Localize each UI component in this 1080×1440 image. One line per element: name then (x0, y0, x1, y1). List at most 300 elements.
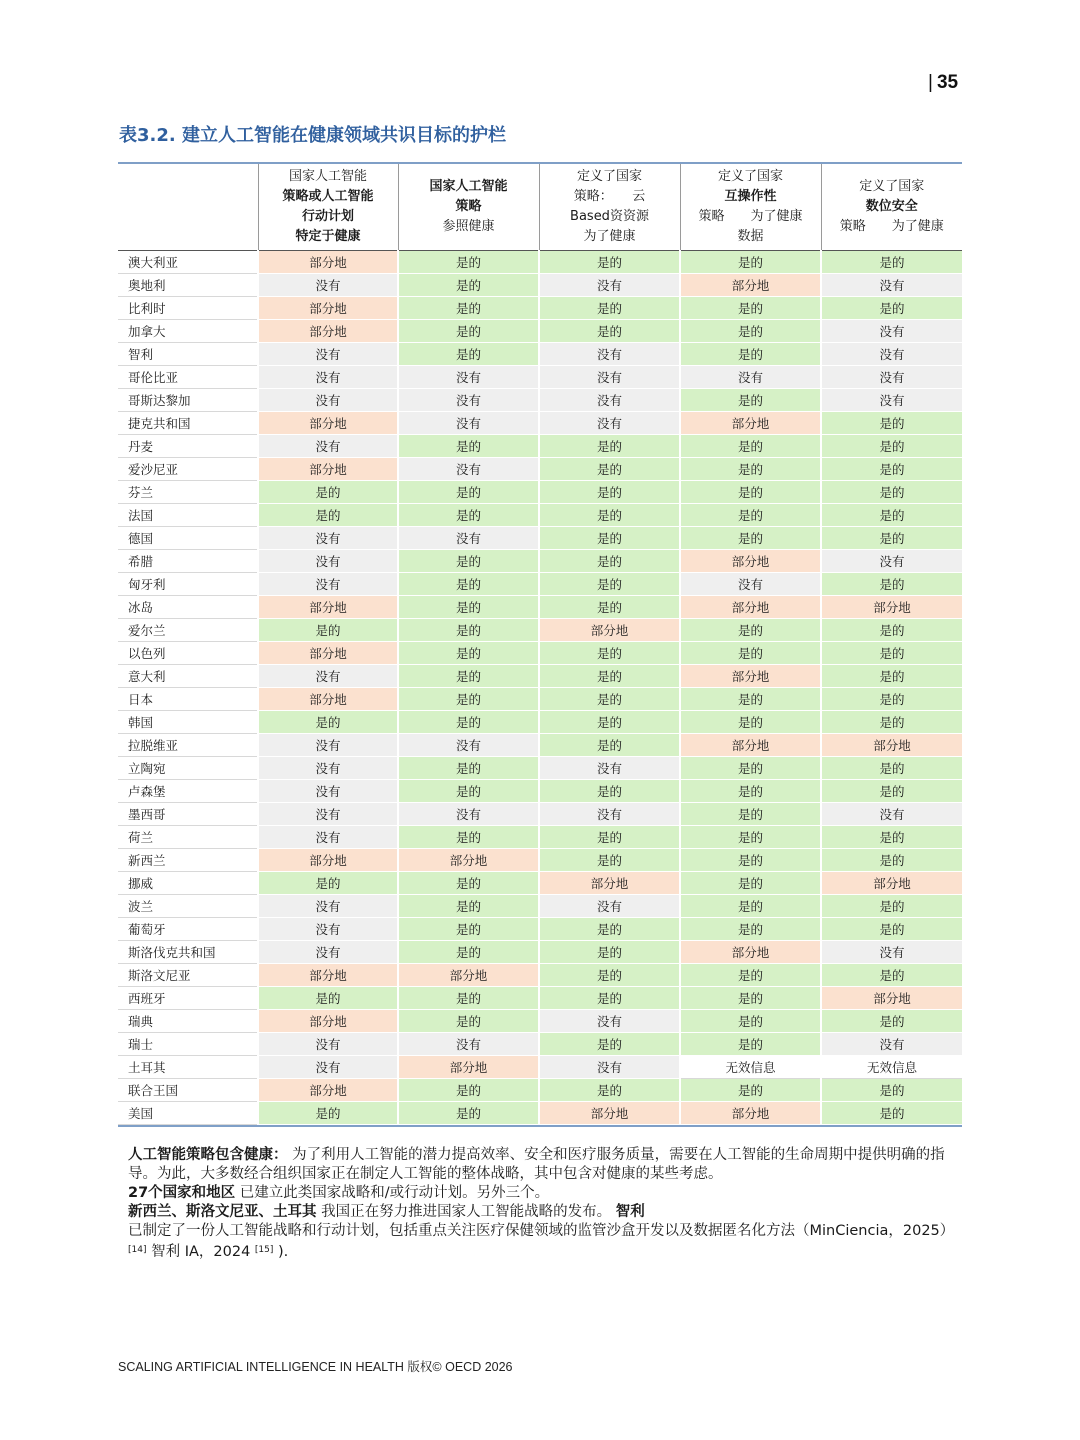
table-row (118, 527, 962, 550)
status-cell: 部分地 (680, 274, 821, 297)
status-cell: 是的 (680, 964, 821, 987)
status-cell: 没有 (821, 1033, 962, 1056)
status-cell: 是的 (680, 1079, 821, 1102)
guardrails-table-wrapper (118, 162, 962, 1127)
page-number-separator: | (928, 72, 933, 93)
table-row (118, 1056, 962, 1079)
note-4-text-a: 已制定了一份人工智能战略和行动计划，包括重点关注医疗保健领域的监管沙盒开发以及数据匿名化方法（MinCiencia，2025） (128, 1223, 955, 1239)
status-cell: 是的 (398, 688, 539, 711)
status-cell: 部分地 (258, 458, 398, 481)
reference-15-link[interactable]: [15] (254, 1245, 274, 1255)
table-row (118, 504, 962, 527)
country-name: 澳大利亚 (118, 251, 258, 274)
column-header-line: 参照健康 (442, 219, 495, 234)
column-header-1 (258, 164, 398, 251)
status-cell: 是的 (680, 849, 821, 872)
status-cell: 没有 (398, 389, 539, 412)
status-cell: 是的 (680, 619, 821, 642)
country-name: 哥斯达黎加 (118, 389, 258, 412)
status-cell: 部分地 (680, 734, 821, 757)
table-row (118, 389, 962, 412)
status-cell: 是的 (680, 481, 821, 504)
column-header-line: 定义了国家 (717, 169, 783, 184)
status-cell: 是的 (680, 711, 821, 734)
column-header-line: 策略或人工智能 (282, 189, 374, 204)
status-cell: 没有 (539, 389, 680, 412)
status-cell: 是的 (398, 918, 539, 941)
country-name: 德国 (118, 527, 258, 550)
column-header-line: 数据 (737, 229, 764, 244)
status-cell: 部分地 (258, 297, 398, 320)
table-row (118, 458, 962, 481)
status-cell: 是的 (398, 941, 539, 964)
status-cell: 没有 (258, 527, 398, 550)
status-cell: 是的 (539, 711, 680, 734)
status-cell: 没有 (821, 343, 962, 366)
status-cell: 是的 (821, 1102, 962, 1125)
status-cell: 没有 (258, 550, 398, 573)
table-row (118, 665, 962, 688)
column-header-line: 策略 为了健康 (698, 209, 803, 224)
status-cell: 是的 (821, 780, 962, 803)
status-cell: 是的 (398, 504, 539, 527)
country-name: 立陶宛 (118, 757, 258, 780)
table-row (118, 849, 962, 872)
country-name: 希腊 (118, 550, 258, 573)
status-cell: 部分地 (258, 412, 398, 435)
country-name: 墨西哥 (118, 803, 258, 826)
status-cell: 是的 (821, 573, 962, 596)
table-row (118, 872, 962, 895)
table-row (118, 688, 962, 711)
status-cell: 没有 (258, 895, 398, 918)
status-cell: 没有 (258, 757, 398, 780)
status-cell: 是的 (821, 964, 962, 987)
status-cell: 部分地 (398, 964, 539, 987)
status-cell: 是的 (821, 895, 962, 918)
status-cell: 没有 (539, 343, 680, 366)
country-name: 奥地利 (118, 274, 258, 297)
status-cell: 没有 (821, 550, 962, 573)
status-cell: 是的 (821, 527, 962, 550)
status-cell: 是的 (398, 642, 539, 665)
table-row (118, 711, 962, 734)
status-cell: 是的 (539, 780, 680, 803)
country-name: 捷克共和国 (118, 412, 258, 435)
status-cell: 没有 (539, 412, 680, 435)
status-cell: 是的 (821, 757, 962, 780)
country-name: 挪威 (118, 872, 258, 895)
country-name: 匈牙利 (118, 573, 258, 596)
status-cell: 是的 (821, 826, 962, 849)
column-header-line: 策略： 云 (573, 189, 646, 204)
table-row (118, 642, 962, 665)
status-cell: 没有 (821, 941, 962, 964)
status-cell: 部分地 (539, 1102, 680, 1125)
status-cell: 是的 (539, 1079, 680, 1102)
status-cell: 没有 (539, 757, 680, 780)
status-cell: 没有 (680, 573, 821, 596)
status-cell: 是的 (680, 458, 821, 481)
status-cell: 是的 (680, 297, 821, 320)
note-3-heading-2: 智利 (615, 1204, 645, 1220)
table-row (118, 941, 962, 964)
status-cell: 是的 (539, 665, 680, 688)
status-cell: 是的 (398, 826, 539, 849)
status-cell: 是的 (539, 1033, 680, 1056)
note-1-heading: 人工智能策略包含健康： (128, 1147, 288, 1163)
column-header-3 (539, 164, 680, 251)
table-notes (128, 1146, 964, 1262)
status-cell: 是的 (539, 941, 680, 964)
status-cell: 是的 (821, 458, 962, 481)
note-4-text-b: 智利 IA，2024 (146, 1244, 255, 1260)
status-cell: 部分地 (258, 320, 398, 343)
status-cell: 部分地 (258, 642, 398, 665)
status-cell: 没有 (258, 780, 398, 803)
column-header-line: 数位安全 (865, 199, 918, 214)
status-cell: 是的 (821, 504, 962, 527)
status-cell: 是的 (258, 619, 398, 642)
table-row (118, 320, 962, 343)
country-name: 意大利 (118, 665, 258, 688)
status-cell: 是的 (398, 665, 539, 688)
status-cell: 是的 (821, 642, 962, 665)
status-cell: 没有 (398, 527, 539, 550)
table-row (118, 274, 962, 297)
status-cell: 是的 (680, 642, 821, 665)
status-cell: 是的 (680, 343, 821, 366)
country-name: 智利 (118, 343, 258, 366)
table-row (118, 1102, 962, 1125)
table-row (118, 987, 962, 1010)
status-cell: 是的 (821, 1010, 962, 1033)
country-name: 新西兰 (118, 849, 258, 872)
status-cell: 没有 (821, 803, 962, 826)
table-row (118, 343, 962, 366)
status-cell: 没有 (539, 895, 680, 918)
status-cell: 部分地 (398, 1056, 539, 1079)
status-cell: 没有 (258, 274, 398, 297)
status-cell: 是的 (680, 435, 821, 458)
status-cell: 是的 (398, 619, 539, 642)
status-cell: 是的 (821, 619, 962, 642)
status-cell: 是的 (539, 458, 680, 481)
status-cell: 是的 (821, 1079, 962, 1102)
column-header-5 (821, 164, 962, 251)
status-cell: 没有 (258, 389, 398, 412)
status-cell: 是的 (680, 757, 821, 780)
status-cell: 没有 (398, 734, 539, 757)
column-header-2 (398, 164, 539, 251)
status-cell: 是的 (539, 573, 680, 596)
status-cell: 是的 (398, 435, 539, 458)
column-header-line: Based资资源 (570, 209, 649, 224)
country-name: 葡萄牙 (118, 918, 258, 941)
status-cell: 是的 (398, 596, 539, 619)
status-cell: 是的 (398, 251, 539, 274)
status-cell: 是的 (821, 297, 962, 320)
status-cell: 是的 (398, 711, 539, 734)
status-cell: 没有 (398, 1033, 539, 1056)
status-cell: 是的 (539, 642, 680, 665)
status-cell: 没有 (398, 803, 539, 826)
guardrails-table (118, 164, 962, 1125)
note-paragraph-3 (128, 1203, 964, 1222)
table-row (118, 780, 962, 803)
country-name: 瑞典 (118, 1010, 258, 1033)
status-cell: 没有 (258, 435, 398, 458)
table-body (118, 251, 962, 1125)
status-cell: 是的 (258, 711, 398, 734)
country-name: 斯洛伐克共和国 (118, 941, 258, 964)
status-cell: 没有 (258, 665, 398, 688)
table-bottom-rule (118, 1125, 962, 1127)
page-number-value: 35 (936, 72, 959, 93)
status-cell: 是的 (398, 274, 539, 297)
status-cell: 是的 (398, 297, 539, 320)
table-row (118, 1079, 962, 1102)
status-cell: 是的 (680, 872, 821, 895)
table-row (118, 297, 962, 320)
status-cell: 没有 (821, 320, 962, 343)
status-cell: 没有 (258, 941, 398, 964)
country-name: 以色列 (118, 642, 258, 665)
note-3-heading: 新西兰、斯洛文尼亚、土耳其 (128, 1204, 317, 1220)
table-row (118, 918, 962, 941)
status-cell: 是的 (680, 389, 821, 412)
status-cell: 是的 (539, 734, 680, 757)
country-name: 土耳其 (118, 1056, 258, 1079)
status-cell: 是的 (680, 1033, 821, 1056)
country-name: 瑞士 (118, 1033, 258, 1056)
table-row (118, 1033, 962, 1056)
page-footer: SCALING ARTIFICIAL INTELLIGENCE IN HEALTH 版权© OECD 2026 (118, 1360, 513, 1374)
status-cell: 部分地 (821, 596, 962, 619)
status-cell: 没有 (258, 366, 398, 389)
status-cell: 是的 (258, 1102, 398, 1125)
country-name: 联合王国 (118, 1079, 258, 1102)
status-cell: 是的 (398, 1102, 539, 1125)
status-cell: 无效信息 (680, 1056, 821, 1079)
column-header-line: 互操作性 (724, 189, 777, 204)
status-cell: 是的 (539, 251, 680, 274)
status-cell: 是的 (258, 872, 398, 895)
status-cell: 部分地 (539, 619, 680, 642)
table-row (118, 366, 962, 389)
country-name: 波兰 (118, 895, 258, 918)
header-corner (118, 164, 258, 251)
table-row (118, 412, 962, 435)
status-cell: 是的 (539, 826, 680, 849)
table-row (118, 573, 962, 596)
status-cell: 没有 (821, 389, 962, 412)
status-cell: 部分地 (258, 688, 398, 711)
status-cell: 是的 (680, 803, 821, 826)
table-row (118, 550, 962, 573)
note-paragraph-2 (128, 1184, 964, 1203)
status-cell: 没有 (539, 803, 680, 826)
column-header-line: 策略 (455, 199, 482, 214)
column-header-line: 定义了国家 (859, 179, 925, 194)
status-cell: 没有 (398, 412, 539, 435)
status-cell: 部分地 (258, 964, 398, 987)
table-row (118, 895, 962, 918)
table-row (118, 734, 962, 757)
status-cell: 是的 (680, 527, 821, 550)
status-cell: 没有 (258, 803, 398, 826)
table-title: 表3.2. 建立人工智能在健康领域共识目标的护栏 (119, 125, 506, 146)
country-name: 爱尔兰 (118, 619, 258, 642)
note-3-text: 我国正在努力推进国家人工智能战略的发布。 (316, 1204, 616, 1220)
note-paragraph-4 (128, 1222, 964, 1262)
status-cell: 是的 (680, 1010, 821, 1033)
note-1-text: 为了利用人工智能的潜力提高效率、安全和医疗服务质量，需要在人工智能的生命周期中提供明确的指导。为此，大多数经合组织国家正在制定人工智能的整体战略，其中包含对健康的某些考虑。 (128, 1147, 945, 1182)
status-cell: 是的 (680, 320, 821, 343)
status-cell: 是的 (398, 320, 539, 343)
country-name: 芬兰 (118, 481, 258, 504)
status-cell: 是的 (398, 757, 539, 780)
status-cell: 是的 (398, 343, 539, 366)
table-row (118, 964, 962, 987)
status-cell: 部分地 (680, 412, 821, 435)
table-row (118, 596, 962, 619)
status-cell: 是的 (539, 849, 680, 872)
status-cell: 部分地 (258, 251, 398, 274)
column-header-4 (680, 164, 821, 251)
status-cell: 没有 (680, 366, 821, 389)
status-cell: 部分地 (680, 665, 821, 688)
status-cell: 部分地 (821, 987, 962, 1010)
status-cell: 是的 (539, 918, 680, 941)
table-row (118, 1010, 962, 1033)
column-header-line: 特定于健康 (295, 229, 361, 244)
country-name: 卢森堡 (118, 780, 258, 803)
status-cell: 没有 (821, 366, 962, 389)
status-cell: 是的 (821, 711, 962, 734)
status-cell: 是的 (539, 964, 680, 987)
status-cell: 是的 (398, 573, 539, 596)
status-cell: 是的 (821, 918, 962, 941)
status-cell: 是的 (821, 412, 962, 435)
status-cell: 是的 (539, 688, 680, 711)
country-name: 拉脱维亚 (118, 734, 258, 757)
status-cell: 是的 (398, 895, 539, 918)
status-cell: 部分地 (539, 872, 680, 895)
table-row (118, 251, 962, 274)
status-cell: 是的 (680, 895, 821, 918)
status-cell: 是的 (680, 688, 821, 711)
status-cell: 是的 (821, 251, 962, 274)
status-cell: 没有 (821, 274, 962, 297)
country-name: 加拿大 (118, 320, 258, 343)
status-cell: 没有 (398, 366, 539, 389)
status-cell: 部分地 (258, 1079, 398, 1102)
status-cell: 部分地 (680, 1102, 821, 1125)
status-cell: 是的 (821, 435, 962, 458)
status-cell: 部分地 (680, 941, 821, 964)
country-name: 比利时 (118, 297, 258, 320)
table-row (118, 619, 962, 642)
table-row (118, 757, 962, 780)
status-cell: 没有 (258, 343, 398, 366)
status-cell: 是的 (539, 987, 680, 1010)
reference-14-link[interactable]: [14] (128, 1245, 147, 1255)
status-cell: 是的 (398, 987, 539, 1010)
status-cell: 没有 (539, 366, 680, 389)
status-cell: 是的 (539, 481, 680, 504)
status-cell: 是的 (398, 550, 539, 573)
status-cell: 没有 (258, 734, 398, 757)
column-header-line: 为了健康 (583, 229, 636, 244)
status-cell: 部分地 (398, 849, 539, 872)
table-row (118, 481, 962, 504)
note-4-text-c: ). (273, 1244, 289, 1260)
table-header-row (118, 164, 962, 251)
status-cell: 没有 (539, 1010, 680, 1033)
status-cell: 是的 (398, 780, 539, 803)
status-cell: 部分地 (258, 596, 398, 619)
status-cell: 是的 (821, 481, 962, 504)
column-header-line: 策略 为了健康 (839, 219, 944, 234)
status-cell: 是的 (821, 688, 962, 711)
status-cell: 是的 (258, 504, 398, 527)
page-number (928, 72, 958, 94)
status-cell: 部分地 (680, 550, 821, 573)
country-name: 日本 (118, 688, 258, 711)
table-row (118, 435, 962, 458)
country-name: 韩国 (118, 711, 258, 734)
country-name: 美国 (118, 1102, 258, 1125)
note-2-heading: 27个国家和地区 (128, 1185, 236, 1201)
country-name: 哥伦比亚 (118, 366, 258, 389)
status-cell: 是的 (539, 504, 680, 527)
country-name: 丹麦 (118, 435, 258, 458)
table-row (118, 826, 962, 849)
status-cell: 是的 (680, 251, 821, 274)
country-name: 西班牙 (118, 987, 258, 1010)
status-cell: 没有 (539, 1056, 680, 1079)
status-cell: 部分地 (258, 849, 398, 872)
status-cell: 是的 (539, 435, 680, 458)
status-cell: 是的 (398, 481, 539, 504)
status-cell: 没有 (258, 573, 398, 596)
column-header-line: 国家人工智能 (429, 179, 508, 194)
status-cell: 无效信息 (821, 1056, 962, 1079)
status-cell: 部分地 (258, 1010, 398, 1033)
column-header-line: 定义了国家 (576, 169, 642, 184)
status-cell: 是的 (398, 1079, 539, 1102)
table-row (118, 803, 962, 826)
country-name: 斯洛文尼亚 (118, 964, 258, 987)
status-cell: 没有 (258, 826, 398, 849)
status-cell: 没有 (258, 1033, 398, 1056)
status-cell: 是的 (539, 320, 680, 343)
status-cell: 没有 (398, 458, 539, 481)
status-cell: 是的 (539, 527, 680, 550)
note-2-text: 已建立此类国家战略和/或行动计划。另外三个。 (235, 1185, 550, 1201)
status-cell: 没有 (258, 1056, 398, 1079)
status-cell: 是的 (680, 780, 821, 803)
status-cell: 是的 (821, 665, 962, 688)
status-cell: 是的 (680, 987, 821, 1010)
status-cell: 是的 (398, 872, 539, 895)
country-name: 荷兰 (118, 826, 258, 849)
status-cell: 是的 (821, 849, 962, 872)
status-cell: 部分地 (680, 596, 821, 619)
column-header-line: 行动计划 (301, 209, 354, 224)
status-cell: 是的 (398, 1010, 539, 1033)
